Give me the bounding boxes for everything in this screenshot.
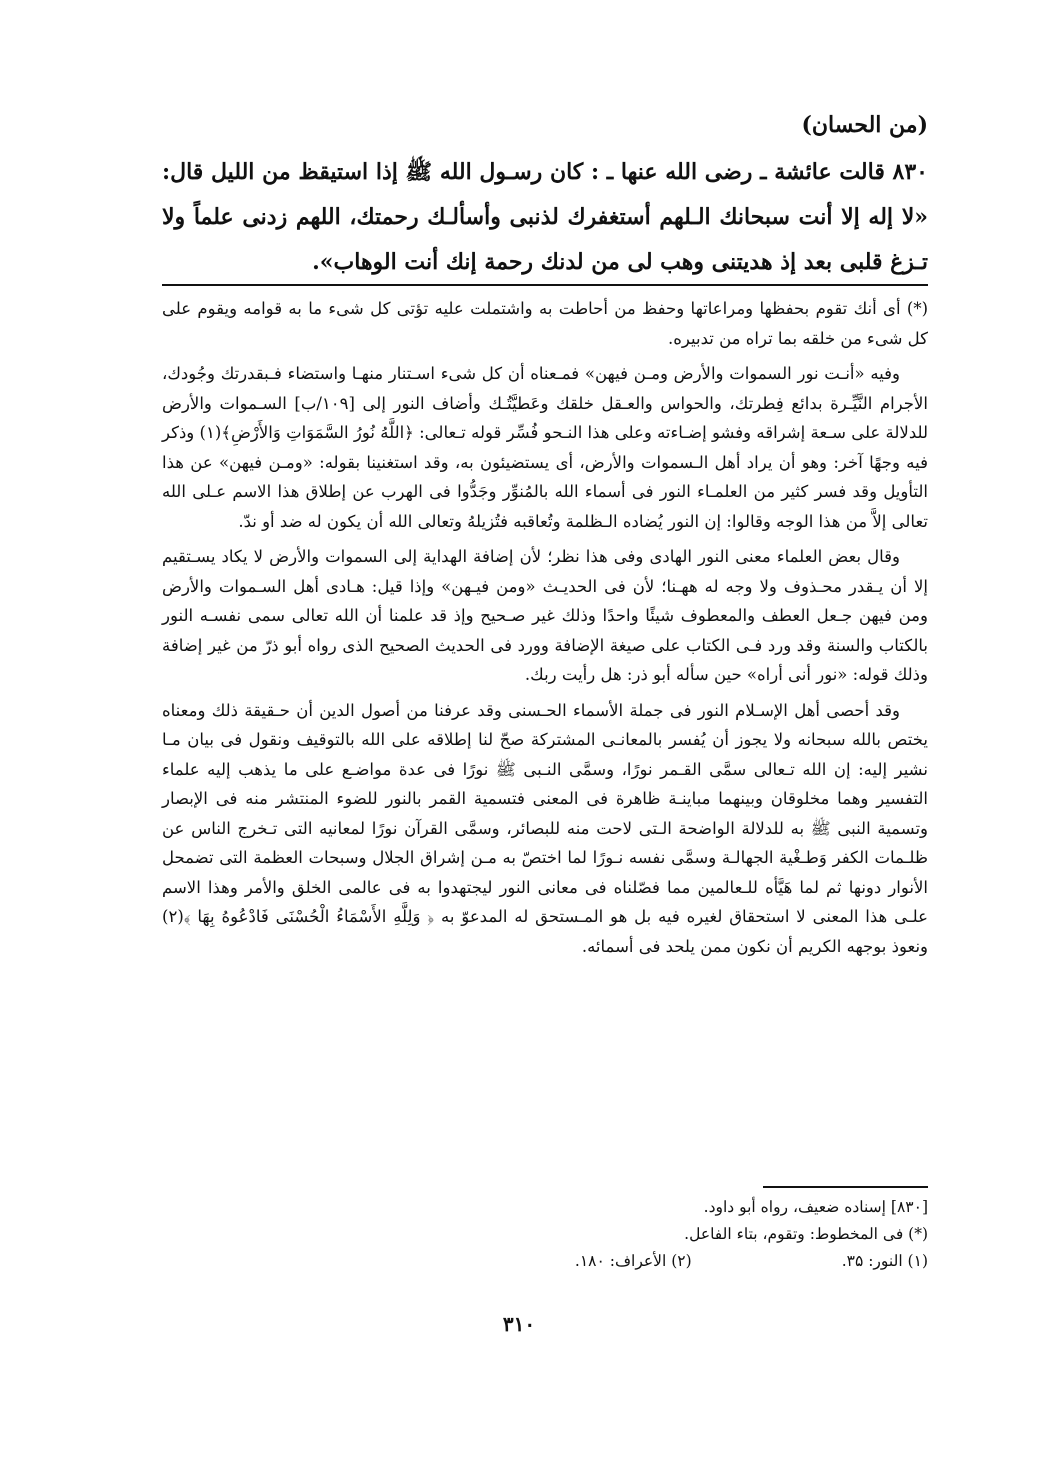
footnote-references	[162, 1248, 928, 1275]
page-number: ۳۱۰	[502, 1312, 536, 1336]
hadith-number: ۸۳۰	[892, 159, 928, 185]
footnote-ref-2: (۲) الأعراف: ۱۸۰.	[574, 1252, 692, 1270]
commentary-block	[162, 294, 928, 967]
commentary-paragraph: وقد أحصى أهل الإسـلام النور فى جملة الأسماء الحـسنى وقد عرفنا من أصول الدين أن حـقيقة ذلك ومعناه يختص بالله سبحانه ولا يجوز أن يُفسر بالمعانـى المشتركة صحّ لنا إطلاقه على الله بالتوقيف ونقول فى بيان مـا نشير إليه: إن الله تـعالى سمَّى القـمر نورًا، وسمَّى النـبى ﷺ نورًا فى عدة مواضـع على ما يذهب إليه علماء التفسير وهما مخلوقان وبينهما مباينـة ظاهرة فى المعنى فتسمية القمر بالنور للضوء المنتشر منه فى الإبصار وتسمية النبى ﷺ به للدلالة الواضحة الـتى لاحت منه للبصائر، وسمَّى القرآن نورًا لمعانيه التى تـخرج الناس عن ظلـمات الكفر وَطـغْية الجهالـة وسمَّى نفسه نـورًا لما اختصّ به مـن إشراق الجلال وسبحات العظمة التى تضمحل الأنوار دونها ثم لما هَيَّأه للـعالمين مما فصّلناه فى معانى النور ليجتهدوا به فى عالمى الخلق والأمر وهذا الاسم علـى هذا المعنى لا استحقاق لغيره فيه بل هو المـستحق له المدعوّ به ﴿ وَلِلَّهِ الأَسْمَاءُ الْحُسْنَى فَادْعُوهُ بِهَا ﴾(۲) ونعوذ بوجهه الكريم أن نكون ممن يلحد فى أسمائه.	[162, 700, 928, 956]
footnote-divider	[763, 1186, 928, 1188]
footnote-hadith-grade: [۸۳۰] إسناده ضعيف، رواه أبو داود.	[703, 1198, 928, 1216]
footnote-manuscript: (*) فى المخطوط: وتقوم، بتاء الفاعل.	[684, 1225, 928, 1243]
section-heading: (من الحسان)	[801, 112, 928, 138]
commentary-paragraph: وفيه «أنـت نور السموات والأرض ومـن فيهن» فمـعناه أن كل شىء اسـتنار منهـا واستضاء فـبقدرتك وجُودك، الأجرام النَّيِّـرة بدائع فِطرتك، والحواس والعـقل خلقك وعَطيَّتُـك وأضاف النور إلى [۱۰۹/ب] السـموات والأرض للدلالة على سـعة إشراقه وفشو إضـاءته وعلى هذا النـحو فُسِّر قوله تـعالى: ﴿اللَّهُ نُورُ السَّمَوَاتِ وَالأَرْضِ﴾(۱) وذكر فيه وجهًا آخر: وهو أن يراد أهل الـسموات والأرض، أى يستضيئون به، وقد استغنينا بقوله: «ومـن فيهن» عن هذا التأويل وقد فسر كثير من العلمـاء النور فى أسماء الله بالمُنوِّر وجَدُّوا فى الهرب عن إطلاق هذا الاسم عـلى الله تعالى إلاَّ من هذا الوجه وقالوا: إن النور يُضاده الـظلمة وتُعاقبه فتُزيلهُ وتعالى الله أن يكون له ضد أو ندّ.	[162, 364, 928, 531]
footnotes	[162, 1194, 928, 1275]
hadith-text-block	[162, 150, 928, 285]
footnote-ref-1: (۱) النور: ۳۵.	[841, 1252, 928, 1270]
commentary-paragraph: (*) أى أنك تقوم بحفظها ومراعاتها وحفظ من أحاطت به واشتملت عليه تؤتى كل شىء ما به قوامه ويقوم على كل شىء من خلقه بما تراه من تدبيره.	[162, 299, 928, 348]
commentary-paragraph: وقال بعض العلماء معنى النور الهادى وفى هذا نظر؛ لأن إضافة الهداية إلى السموات والأرض لا يكاد يسـتقيم إلا أن يـقدر محـذوف ولا وجه له ههـنا؛ لأن فى الحديـث «ومن فيـهن» وإذا قيل: هـادى أهل السـموات والأرض ومن فيهن جـعل العطف والمعطوف شيئًا واحدًا وذلك غير صـحيح وإذ قد علمنا أن الله تعالى سمى نفسـه النور بالكتاب والسنة وقد ورد فـى الكتاب على صيغة الإضافة وورد فى الحديث الصحيح الذى رواه أبو ذرّ من غير إضافة وذلك قوله: «نور أنى أراه» حين سأله أبو ذر: هل رأيت ربك.	[162, 547, 928, 684]
hadith-divider	[162, 284, 928, 286]
hadith-body: قالت عائشة ـ رضى الله عنها ـ : كان رسـول الله ﷺ إذا استيقظ من الليل قال: «لا إله إلا أنت سبحانك الـلهم أستغفرك لذنبى وأسألـك رحمتك، اللهم زدنى علماً ولا تـزغ قلبى بعد إذ هديتنى وهب لى من لدنك رحمة إنك أنت الوهاب».	[162, 159, 928, 275]
